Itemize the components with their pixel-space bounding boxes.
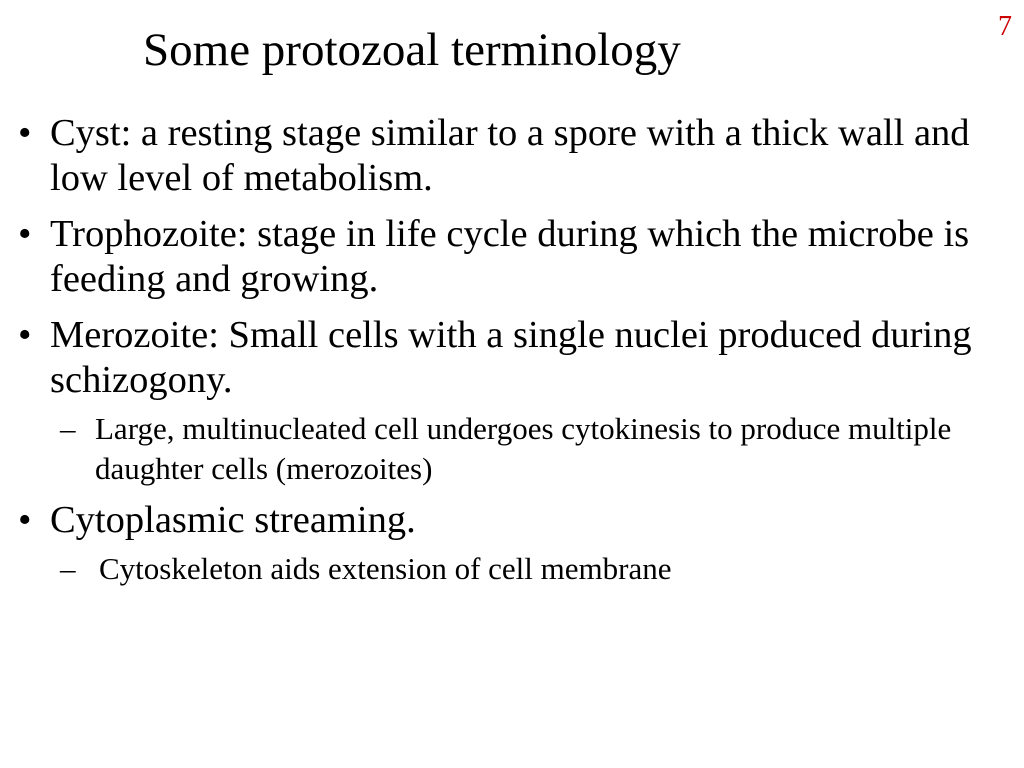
bullet-text: Cyst: a resting stage similar to a spore with a thick wall and low level of metabolism. [50,112,970,199]
bullet-marker: • [18,314,32,356]
sub-bullet-text: Large, multinucleated cell undergoes cytokinesis to produce multiple daughter cells (merozoites) [95,411,952,486]
bullet-item [18,313,1018,403]
bullet-item [18,111,1018,201]
sub-bullet-item [18,549,1018,589]
bullet-text: Cytoplasmic streaming. [50,499,416,541]
bullet-marker: • [18,112,32,154]
slide-title: Some protozoal terminology [143,24,681,76]
sub-bullet-text: Cytoskeleton aids extension of cell membrane [99,551,672,586]
sub-bullet-item [18,409,1018,489]
slide-number: 7 [998,11,1012,42]
bullet-list [18,111,1018,598]
bullet-text: Trophozoite: stage in life cycle during which the microbe is feeding and growing. [50,213,970,300]
bullet-text: Merozoite: Small cells with a single nuclei produced during schizogony. [50,314,972,401]
bullet-marker: • [18,213,32,255]
sub-bullet-marker: – [60,551,76,586]
sub-bullet-marker: – [60,411,76,446]
bullet-marker: • [18,499,32,541]
bullet-item [18,498,1018,543]
bullet-item [18,212,1018,302]
